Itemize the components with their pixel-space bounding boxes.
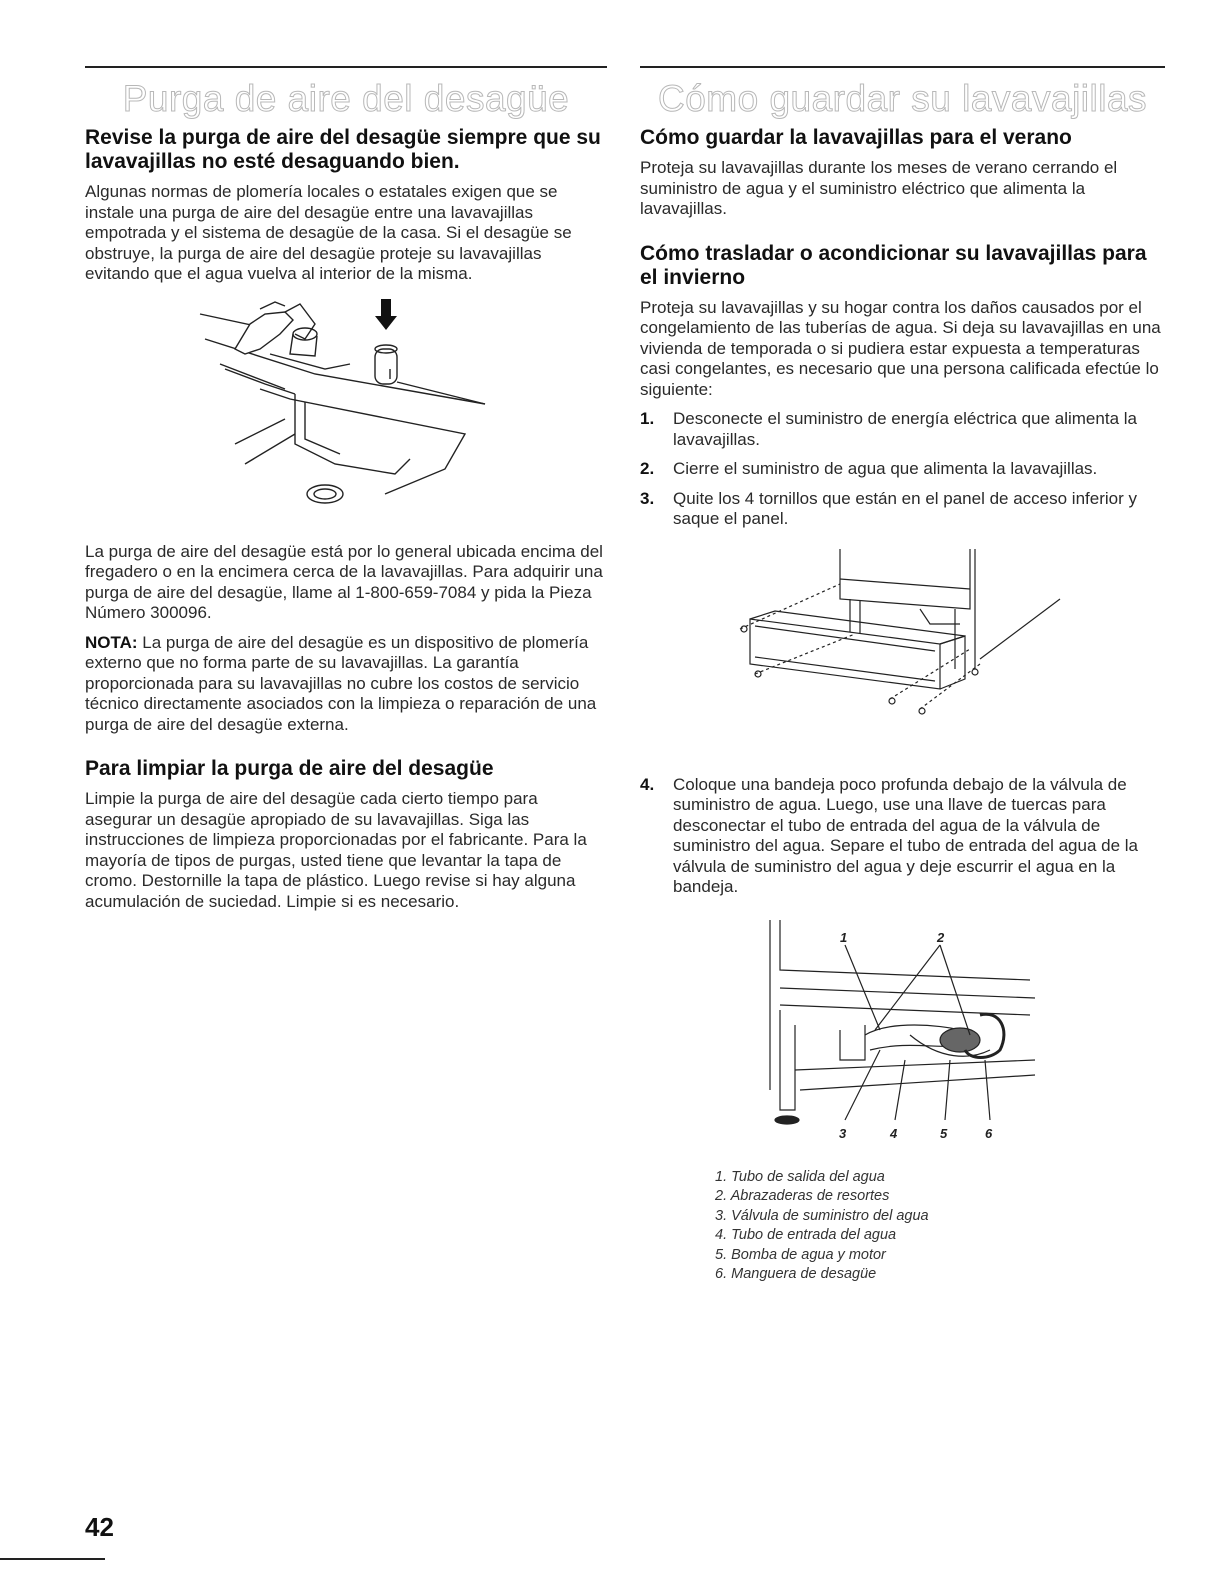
caption-1: 1. Tubo de salida del agua <box>715 1168 885 1185</box>
callout-6: 6 <box>985 1125 993 1141</box>
section-title-drain-air-gap: Purga de aire del desagüe <box>122 78 570 119</box>
note-label: NOTA: <box>85 632 138 652</box>
heading-winter: Cómo trasladar o acondicionar su lavavajillas para el invierno <box>640 241 1147 289</box>
clean-paragraph: Limpie la purga de aire del desagüe cada cierto tiempo para asegurar un desagüe apropiado de su lavavajillas. Siga las instrucciones de limpieza proporcionadas por el fabricante. Para la mayoría de tipos de purgas, usted tiene que levantar la tapa de cromo. Destornille la tapa de plástico. Luego revise si hay alguna acumulación de suciedad. Limpie si es necesario. <box>85 789 587 911</box>
location-paragraph: La purga de aire del desagüe está por lo general ubicada encima del fregadero o en la encimera cerca de la lavavajillas. Para adquirir una purga de aire del desagüe, llame al 1-800-659-7084 y pida la Pieza Número 300096. <box>85 541 603 622</box>
summer-paragraph: Proteja su lavavajillas durante los meses de verano cerrando el suministro de agua y el suministro eléctrico que alimenta la lavavajillas. <box>640 158 1118 218</box>
top-rule-right <box>640 66 1165 68</box>
air-gap-illustration <box>85 294 607 542</box>
left-column <box>85 66 607 921</box>
access-panel-drawing <box>640 539 1165 775</box>
caption-3: 3. Válvula de suministro del agua <box>715 1207 929 1224</box>
step-1: 1. Desconecte el suministro de energía eléctrica que alimenta la lavavajillas. <box>640 409 1137 449</box>
step-4: 4. Coloque una bandeja poco profunda debajo de la válvula de suministro de agua. Luego, use una llave de tuercas para desconectar el tubo de entrada del agua de la válvula de suministro del agua. Separe el tubo de entrada del agua de la válvula de suministro del agua y deje escurrir el agua en la bandeja. <box>640 774 1138 896</box>
caption-4: 4. Tubo de entrada del agua <box>715 1227 897 1243</box>
callout-4: 4 <box>890 1125 898 1141</box>
note-text: La purga de aire del desagüe es un dispositivo de plomería externo que no forma parte de su lavavajillas. La garantía proporcionada para su lavavajillas no cubre los costos de servicio técnico directamente asociados con la limpieza o reparación de una purga de aire del desagüe externa. <box>85 632 597 734</box>
water-valve-illustration <box>640 910 1165 1160</box>
intro-paragraph: Algunas normas de plomería locales o estatales exigen que se instale una purga de aire del desagüe entre una lavavajillas empotrada y el sistema de desagüe de la casa. Si el desagüe se obstruye, la purga de aire del desagüe proteje su lavavajillas evitando que el agua vuelva al interior de la misma. <box>85 182 572 283</box>
water-valve-drawing <box>640 910 1165 1160</box>
sink-air-gap-drawing <box>85 294 607 542</box>
callout-1: 1 <box>840 929 848 945</box>
heading-clean-air-gap: Para limpiar la purga de aire del desagüe <box>85 757 494 780</box>
heading-check-air-gap: Revise la purga de aire del desagüe siempre que su lavavajillas no esté desaguando bien. <box>85 126 601 173</box>
caption-2: 2. Abrazaderas de resortes <box>715 1188 890 1204</box>
winter-paragraph: Proteja su lavavajillas y su hogar contra los daños causados por el congelamiento de las tuberías de agua. Si deja su lavavajillas en una vivienda de temporada o si pudiera estar expuesta a temperaturas casi congelantes, es necesario que una persona calificada efectúe lo siguiente: <box>640 297 1161 399</box>
diagram-captions <box>715 1168 1165 1285</box>
winter-steps-list <box>640 409 1165 530</box>
top-rule-left <box>85 66 607 68</box>
winter-steps-list-continued <box>640 775 1165 898</box>
access-panel-illustration <box>640 539 1165 775</box>
step-3: 3. Quite los 4 tornillos que están en el panel de acceso inferior y saque el panel. <box>640 488 1137 528</box>
callout-3: 3 <box>839 1125 847 1141</box>
page-number: 42 <box>85 1512 114 1542</box>
note-paragraph <box>85 633 607 736</box>
heading-summer: Cómo guardar la lavavajillas para el verano <box>640 126 1072 149</box>
section-title-store-dishwasher: Cómo guardar su lavavajillas <box>657 78 1148 119</box>
step-2: 2. Cierre el suministro de agua que alimenta la lavavajillas. <box>640 459 1098 478</box>
caption-6: 6. Manguera de desagüe <box>715 1266 877 1282</box>
footer-rule <box>0 1558 105 1560</box>
right-column <box>640 66 1165 1285</box>
callout-5: 5 <box>940 1125 948 1141</box>
caption-5: 5. Bomba de agua y motor <box>715 1246 886 1263</box>
callout-2: 2 <box>937 929 945 945</box>
